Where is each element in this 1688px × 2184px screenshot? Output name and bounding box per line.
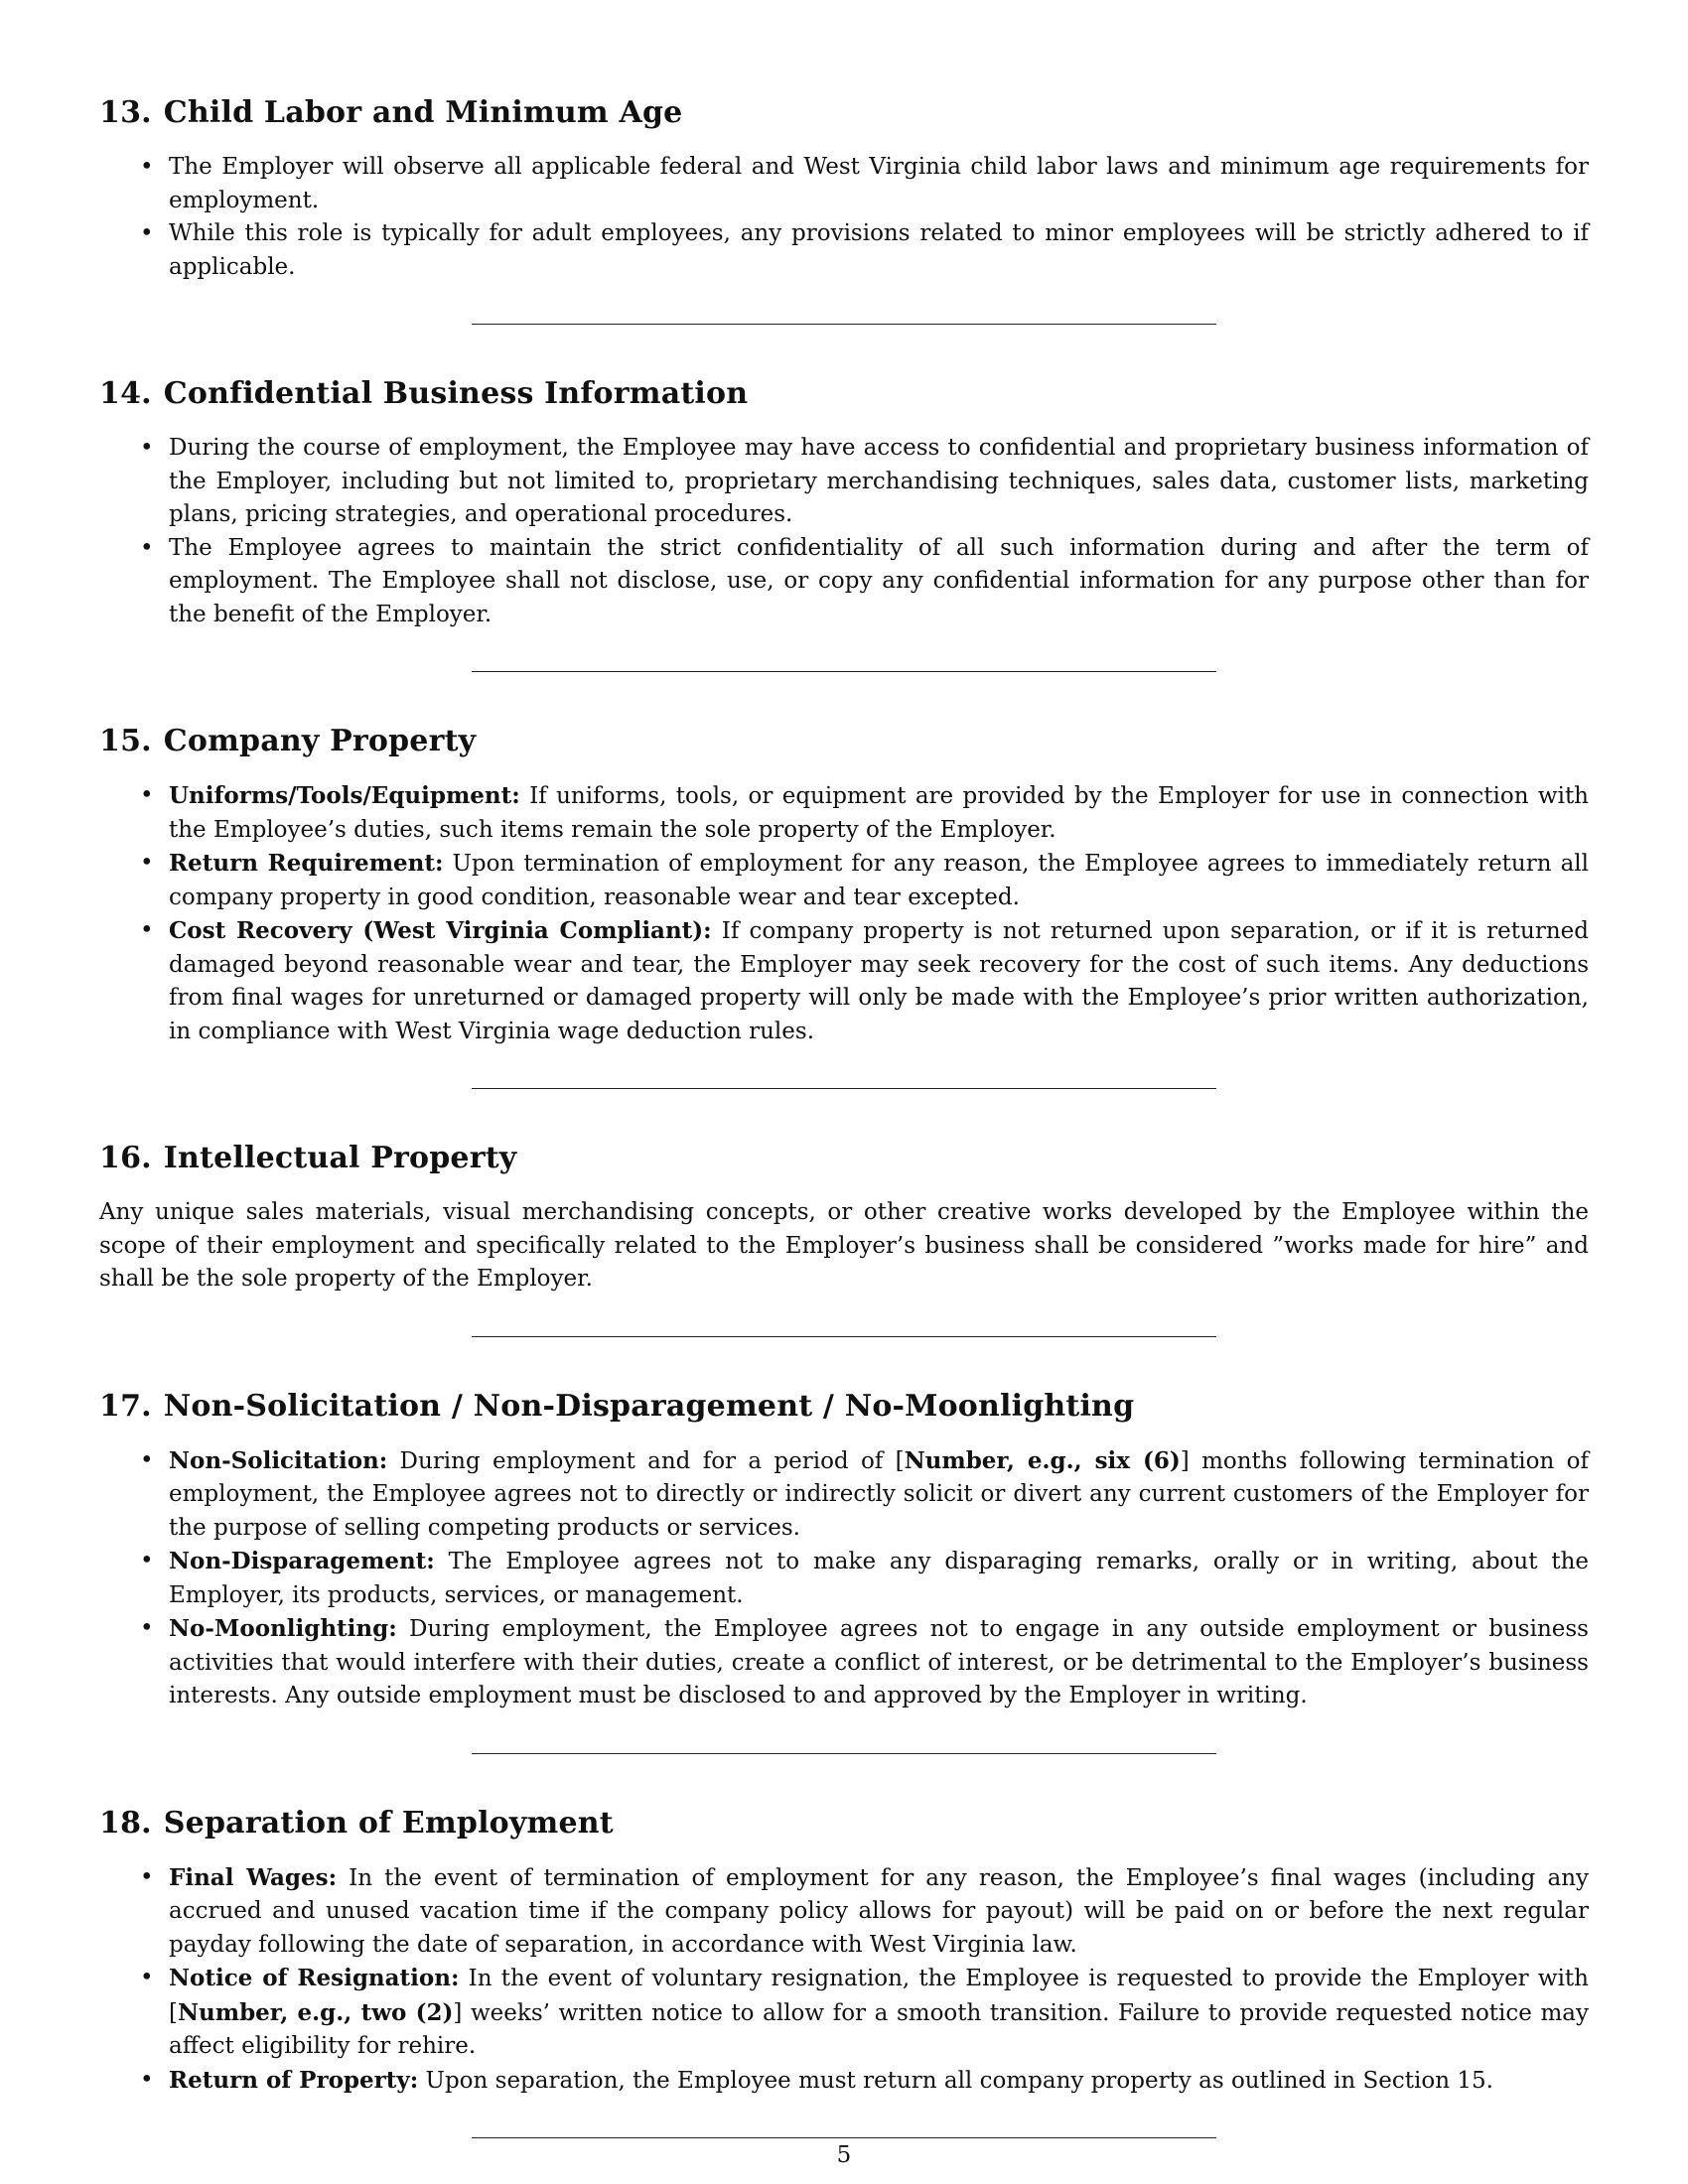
section-heading: 17. Non-Solicitation / Non-Disparagement / No-Moonlighting <box>99 1388 1135 1424</box>
page-number: 5 <box>836 2142 852 2168</box>
list-item <box>169 2064 1589 2099</box>
list-item <box>169 1861 1589 1963</box>
section-18 <box>99 1806 1589 2099</box>
item-text: If uniforms, tools, or equipment are provided by the Employer for use in connection with the Employee’s duties, such items remain the sole property of the Employer. <box>169 783 1589 843</box>
item-label: Return of Property: <box>169 2066 419 2094</box>
section-16 <box>99 1141 1589 1297</box>
bullet-list <box>99 432 1589 631</box>
list-item <box>169 1962 1589 2064</box>
item-label: Uniforms/Tools/Equipment: <box>169 782 520 809</box>
item-text: During employment and for a period of [ <box>387 1447 905 1474</box>
section-heading: 15. Company Property <box>99 724 477 758</box>
section-title: Intellectual Property <box>163 1141 517 1175</box>
list-item <box>169 914 1589 1048</box>
item-label: No-Moonlighting: <box>169 1615 397 1642</box>
bullet-list <box>99 151 1589 284</box>
placeholder-field: Number, e.g., two (2) <box>177 1998 454 2026</box>
section-title: Child Labor and Minimum Age <box>163 95 683 130</box>
section-13 <box>99 95 1589 284</box>
bullet-list <box>99 1861 1589 2099</box>
item-text: In the event of voluntary resignation, the Employee is requested to provide the Employer with [ <box>169 1966 1589 2026</box>
section-heading: 13. Child Labor and Minimum Age <box>99 95 683 130</box>
section-heading: 18. Separation of Employment <box>99 1805 614 1841</box>
list-item: • While this role is typically for adult employees, any provisions related to minor employees will be strictly adhered to if applicable. <box>169 217 1589 284</box>
section-14 <box>99 376 1589 631</box>
section-title: Company Property <box>163 724 477 758</box>
list-item <box>169 1444 1589 1546</box>
list-item: • The Employee agrees to maintain the strict confidentiality of all such information during and after the term of employment. The Employee shall not disclose, use, or copy any confidential information for any purpose other than for the benefit of the Employer. <box>169 532 1589 632</box>
item-label: Final Wages: <box>169 1863 338 1891</box>
item-text: Upon separation, the Employee must return all company property as outlined in Section 15. <box>418 2067 1493 2094</box>
section-title: Non-Solicitation / Non-Disparagement / No-Moonlighting <box>163 1388 1135 1424</box>
item-text: During employment, the Employee agrees not to engage in any outside employment or business activities that would interfere with their duties, create a conflict of interest, or be detrimental to the Employer’s business interests. Any outside employment must be disclosed to and approved by the Employer in writing. <box>169 1616 1589 1708</box>
list-item <box>169 1612 1589 1713</box>
list-item <box>169 847 1589 914</box>
item-label: Non-Disparagement: <box>169 1548 435 1574</box>
item-label: Return Requirement: <box>169 850 444 877</box>
list-item: • The Employer will observe all applicable federal and West Virginia child labor laws and minimum age requirements for employment. <box>169 151 1589 217</box>
section-divider <box>472 671 1216 672</box>
item-text: ] months following termination of employment, the Employee agrees not to directly or indirectly solicit or divert any current customers of the Employer for the purpose of selling competing products or services. <box>169 1447 1589 1541</box>
section-paragraph: Any unique sales materials, visual merchandising concepts, or other creative works developed by the Employee within the scope of their employment and specifically related to the Employer’s business shall be considered ”works made for hire” and shall be the sole property of the Employer. <box>99 1199 1589 1292</box>
section-heading: 16. Intellectual Property <box>99 1141 517 1175</box>
section-15 <box>99 724 1589 1048</box>
item-label: Non-Solicitation: <box>169 1446 388 1474</box>
item-text: ] weeks’ written notice to allow for a smooth transition. Failure to provide requested notice may affect eligibility for rehire. <box>169 1999 1590 2059</box>
item-text: In the event of termination of employment for any reason, the Employee’s final wages (including any accrued and unused vacation time if the company policy allows for payout) will be paid on or before the next regular payday following the date of separation, in accordance with West Virginia law. <box>169 1864 1589 1958</box>
section-title: Separation of Employment <box>163 1805 614 1841</box>
section-divider <box>472 2137 1216 2138</box>
list-item <box>169 1545 1589 1612</box>
item-text: Upon termination of employment for any reason, the Employee agrees to immediately return all company property in good condition, reasonable wear and tear excepted. <box>169 851 1589 910</box>
item-text: If company property is not returned upon separation, or if it is returned damaged beyond reasonable wear and tear, the Employer may seek recovery for the cost of such items. Any deductions from final wages for unreturned or damaged property will only be made with the Employee’s prior written authorization, in compliance with West Virginia wage deduction rules. <box>169 918 1589 1044</box>
placeholder-field: Number, e.g., six (6) <box>904 1446 1181 1474</box>
section-divider <box>472 1336 1216 1337</box>
bullet-list <box>99 1444 1589 1713</box>
list-item: • During the course of employment, the Employee may have access to confidential and proprietary business information of the Employer, including but not limited to, proprietary merchandising techniques, sales data, customer lists, marketing plans, pricing strategies, and operational procedures. <box>169 432 1589 532</box>
item-label: Cost Recovery (West Virginia Compliant): <box>169 917 712 944</box>
item-text: The Employee agrees not to make any disparaging remarks, orally or in writing, about the Employer, its products, services, or management. <box>169 1549 1589 1608</box>
bullet-list <box>99 779 1589 1048</box>
section-title: Confidential Business Information <box>163 376 749 411</box>
section-divider <box>472 1753 1216 1754</box>
section-heading: 14. Confidential Business Information <box>99 376 749 411</box>
section-divider <box>472 1088 1216 1089</box>
section-17 <box>99 1389 1589 1713</box>
item-label: Notice of Resignation: <box>169 1965 460 1991</box>
section-divider <box>472 324 1216 325</box>
list-item <box>169 779 1589 847</box>
